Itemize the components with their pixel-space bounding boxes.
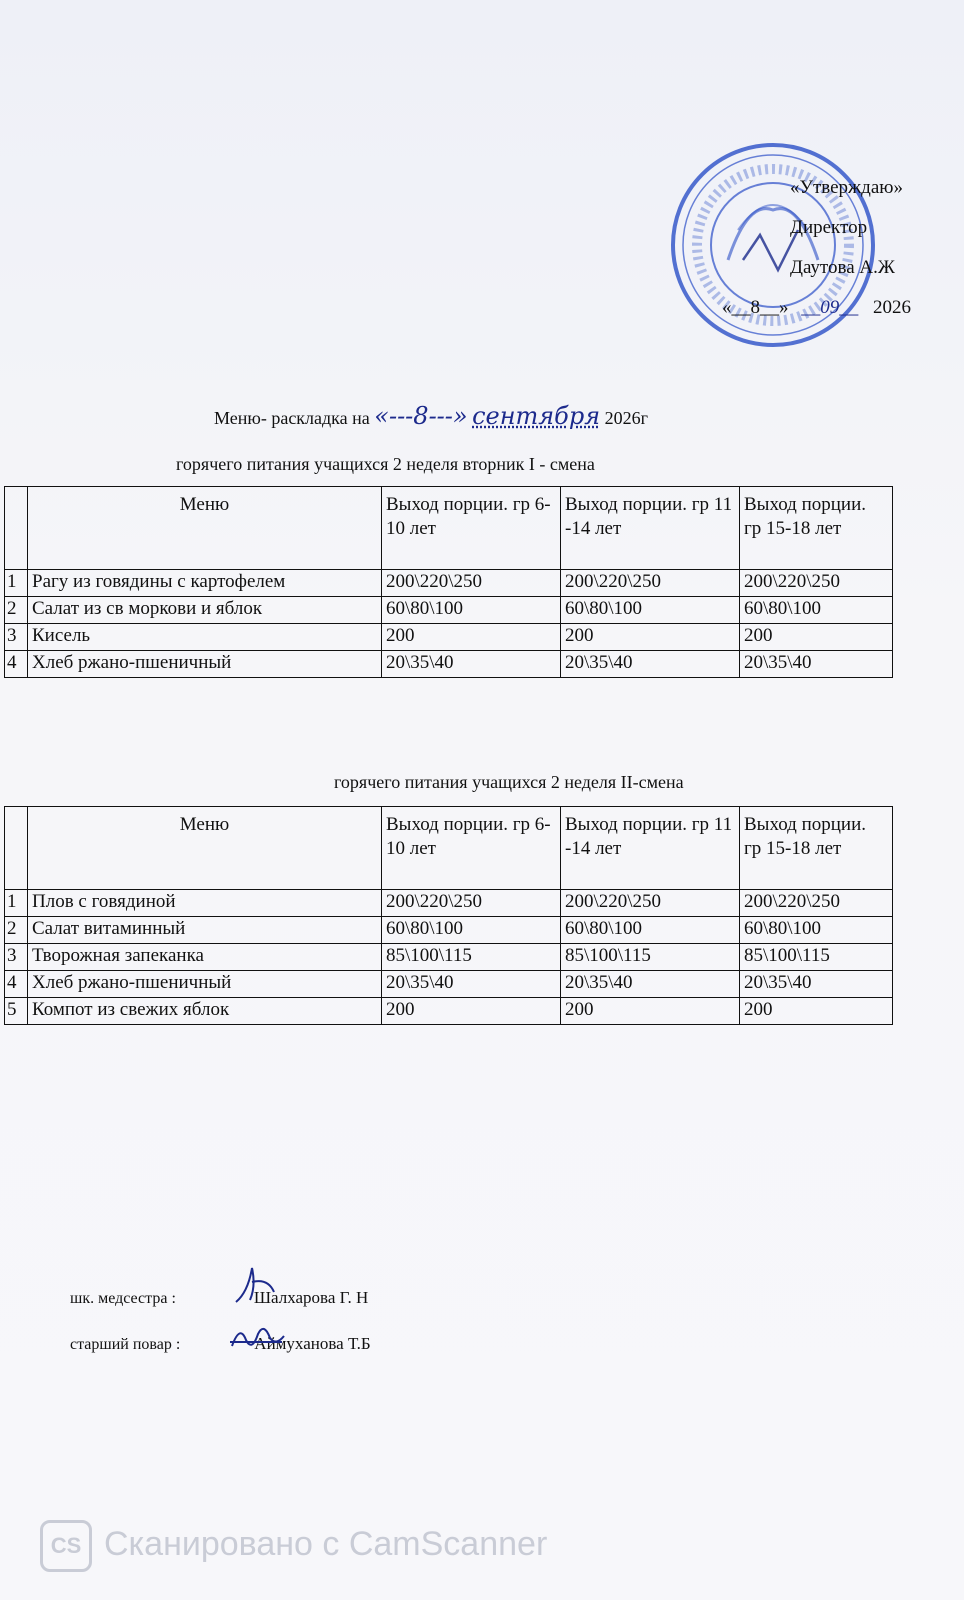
dish-name: Плов с говядиной — [28, 890, 382, 917]
title-prefix: Меню- раскладка на — [214, 408, 370, 428]
table-row — [5, 944, 893, 971]
table-row — [5, 917, 893, 944]
table-row — [5, 651, 893, 678]
dish-name: Кисель — [28, 624, 382, 651]
shift1-menu-table — [4, 486, 893, 678]
cook-handwritten-signature — [226, 1316, 288, 1356]
portion-6-10: 60\80\100 — [382, 917, 561, 944]
table-row — [5, 998, 893, 1025]
approval-line-date — [722, 288, 911, 328]
table-row — [5, 597, 893, 624]
portion-6-10: 85\100\115 — [382, 944, 561, 971]
nurse-name: Шалхарова Г. Н — [253, 1288, 369, 1307]
header-age-15-18: Выход порции. гр 15-18 лет — [740, 487, 893, 570]
approval-line-approve: «Утверждаю» — [790, 177, 903, 198]
portion-11-14: 20\35\40 — [561, 971, 740, 998]
header-age-15-18: Выход порции. гр 15-18 лет — [740, 807, 893, 890]
row-number: 1 — [5, 570, 28, 597]
row-number: 4 — [5, 651, 28, 678]
shift2-menu-table — [4, 806, 893, 1025]
dish-name: Рагу из говядины с картофелем — [28, 570, 382, 597]
shift1-subtitle: горячего питания учащихся 2 неделя вторник I - смена — [176, 454, 595, 474]
portion-15-18: 60\80\100 — [740, 597, 893, 624]
camscanner-text: Сканировано с CamScanner — [104, 1524, 548, 1563]
portion-15-18: 20\35\40 — [740, 651, 893, 678]
row-number: 3 — [5, 944, 28, 971]
portion-11-14: 85\100\115 — [561, 944, 740, 971]
approval-line-director: Директор — [790, 217, 868, 238]
approval-date-month: __09__ — [801, 297, 859, 318]
portion-15-18: 200\220\250 — [740, 890, 893, 917]
portion-15-18: 60\80\100 — [740, 917, 893, 944]
portion-11-14: 200 — [561, 998, 740, 1025]
table-header-row — [5, 487, 893, 570]
dish-name: Компот из свежих яблок — [28, 998, 382, 1025]
table-header-row — [5, 807, 893, 890]
portion-11-14: 60\80\100 — [561, 597, 740, 624]
portion-6-10: 200 — [382, 624, 561, 651]
portion-11-14: 60\80\100 — [561, 917, 740, 944]
nurse-role: шк. медсестра : — [70, 1290, 176, 1307]
title-day: «---8---» — [374, 402, 468, 430]
row-number: 2 — [5, 597, 28, 624]
nurse-handwritten-signature — [228, 1262, 288, 1306]
table-row — [5, 971, 893, 998]
header-num — [5, 487, 28, 570]
row-number: 3 — [5, 624, 28, 651]
portion-11-14: 20\35\40 — [561, 651, 740, 678]
row-number: 5 — [5, 998, 28, 1025]
table-row — [5, 624, 893, 651]
camscanner-watermark — [40, 1520, 547, 1572]
header-age-6-10: Выход порции. гр 6-10 лет — [382, 807, 561, 890]
header-menu: Меню — [28, 487, 382, 570]
portion-6-10: 20\35\40 — [382, 651, 561, 678]
header-menu: Меню — [28, 807, 382, 890]
row-number: 4 — [5, 971, 28, 998]
dish-name: Хлеб ржано-пшеничный — [28, 971, 382, 998]
portion-11-14: 200\220\250 — [561, 890, 740, 917]
portion-6-10: 200 — [382, 998, 561, 1025]
table-row — [5, 890, 893, 917]
dish-name: Творожная запеканка — [28, 944, 382, 971]
portion-15-18: 200\220\250 — [740, 570, 893, 597]
portion-15-18: 200 — [740, 624, 893, 651]
camscanner-logo-icon: CS — [40, 1520, 92, 1572]
portion-15-18: 200 — [740, 998, 893, 1025]
portion-6-10: 20\35\40 — [382, 971, 561, 998]
dish-name: Хлеб ржано-пшеничный — [28, 651, 382, 678]
shift2-subtitle: горячего питания учащихся 2 неделя II-смена — [334, 772, 684, 792]
approval-date-day: «__8__» — [722, 297, 789, 318]
nurse-signature-line — [70, 1288, 368, 1308]
approval-date-year: 2026 — [873, 297, 911, 318]
title-month: сентября — [472, 402, 601, 430]
title-year: 2026г — [604, 408, 648, 428]
portion-15-18: 20\35\40 — [740, 971, 893, 998]
portion-11-14: 200 — [561, 624, 740, 651]
header-age-6-10: Выход порции. гр 6-10 лет — [382, 487, 561, 570]
portion-15-18: 85\100\115 — [740, 944, 893, 971]
portion-6-10: 60\80\100 — [382, 597, 561, 624]
table-row — [5, 570, 893, 597]
dish-name: Салат из св моркови и яблок — [28, 597, 382, 624]
portion-6-10: 200\220\250 — [382, 570, 561, 597]
document-title — [214, 402, 648, 430]
header-age-11-14: Выход порции. гр 11 -14 лет — [561, 807, 740, 890]
header-age-11-14: Выход порции. гр 11 -14 лет — [561, 487, 740, 570]
approval-line-name: Даутова А.Ж — [790, 257, 895, 278]
dish-name: Салат витаминный — [28, 917, 382, 944]
portion-6-10: 200\220\250 — [382, 890, 561, 917]
portion-11-14: 200\220\250 — [561, 570, 740, 597]
cook-name: Аймуханова Т.Б — [254, 1334, 371, 1353]
row-number: 1 — [5, 890, 28, 917]
row-number: 2 — [5, 917, 28, 944]
header-num — [5, 807, 28, 890]
cook-role: старший повар : — [70, 1336, 181, 1353]
approval-block — [722, 168, 911, 328]
cook-signature-line — [70, 1334, 371, 1354]
